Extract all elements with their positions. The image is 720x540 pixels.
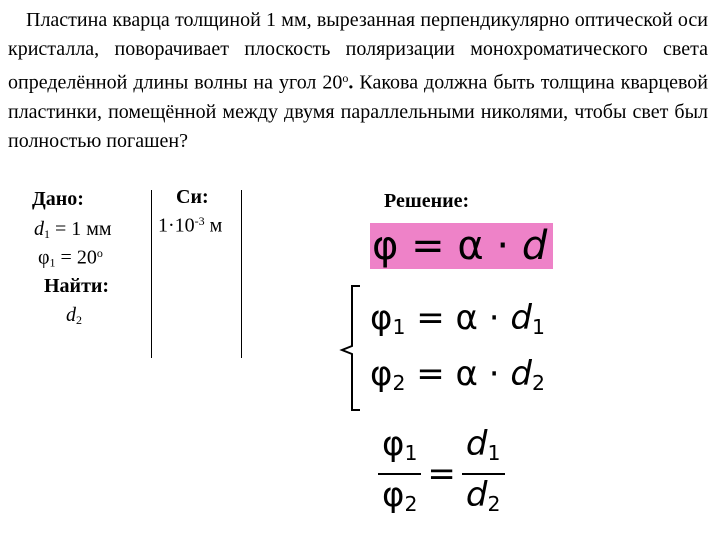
ratio-den-left: $\varphi_2$ (382, 475, 418, 517)
eq1-phi: φ (370, 298, 393, 338)
eq1-d-sub: 1 (531, 315, 545, 340)
d2-sub: 2 (76, 313, 82, 327)
ratio-num-right: $d_1$ (465, 424, 501, 466)
problem-question: Какова должна быть толщина кварцевой пластинки, помещённой между двумя параллельными николями, чтобы свет был полностью погашен? (8, 71, 708, 152)
find-d2 (66, 304, 82, 328)
phi1-degree: о (96, 246, 103, 260)
find-header: Найти: (44, 275, 110, 297)
problem-text: Пластина кварца толщиной 1 мм, вырезанная перпендикулярно оптической оси кристалла, поворачивает плоскость поляризации монохроматического света определённой длины волны на угол 20 (8, 9, 708, 94)
d1-sub: 1 (44, 227, 50, 241)
main-phi: φ (372, 223, 399, 269)
problem-statement (8, 6, 708, 156)
ratio-den-right: $d_2$ (465, 475, 501, 517)
eq1-phi-sub: 1 (392, 315, 406, 340)
equation-1 (370, 296, 545, 349)
main-d: d (521, 223, 548, 269)
solution-header: Решение: (384, 190, 470, 212)
ratio-num-left: $\varphi_1$ (382, 424, 418, 466)
eq2-d-sub: 2 (531, 371, 545, 396)
si-unit: м (204, 214, 223, 237)
si-base: 1·10 (158, 214, 195, 237)
d1-value: = 1 мм (50, 218, 112, 240)
ratio-left-fraction (378, 424, 421, 524)
d2-var: d (66, 304, 76, 326)
system-brace-icon (334, 284, 364, 414)
phi1-sub: 1 (49, 255, 56, 270)
ratio-equals: = (427, 454, 456, 495)
si-header: Си: (176, 186, 209, 208)
eq1-alpha: α (455, 298, 478, 338)
phi1-var: φ (38, 246, 50, 269)
eq2-dot: · (477, 354, 511, 394)
eq2-equals: = (405, 354, 456, 394)
eq2-phi: φ (370, 354, 393, 394)
d1-var: d (34, 218, 44, 240)
given-header: Дано: (32, 188, 84, 210)
given-d1 (34, 218, 112, 242)
main-alpha: α (457, 223, 484, 269)
main-dot: · (483, 223, 522, 269)
eq2-phi-sub: 2 (392, 371, 406, 396)
si-value (158, 214, 222, 238)
ratio-right-fraction (462, 424, 505, 524)
ratio-formula (378, 424, 505, 524)
divider-right (241, 190, 242, 358)
eq2-alpha: α (455, 354, 478, 394)
problem-period: . (348, 71, 354, 94)
given-phi1 (38, 246, 103, 271)
si-exponent: -3 (194, 214, 205, 228)
eq1-d: d (510, 298, 532, 338)
degree-sign: о (342, 71, 349, 85)
main-formula (370, 223, 553, 269)
eq1-equals: = (405, 298, 456, 338)
eq2-d: d (510, 354, 532, 394)
equation-2 (370, 352, 545, 405)
main-equals: = (398, 223, 458, 269)
eq1-dot: · (477, 298, 511, 338)
phi1-value: = 20 (55, 246, 97, 269)
divider-left (151, 190, 152, 358)
